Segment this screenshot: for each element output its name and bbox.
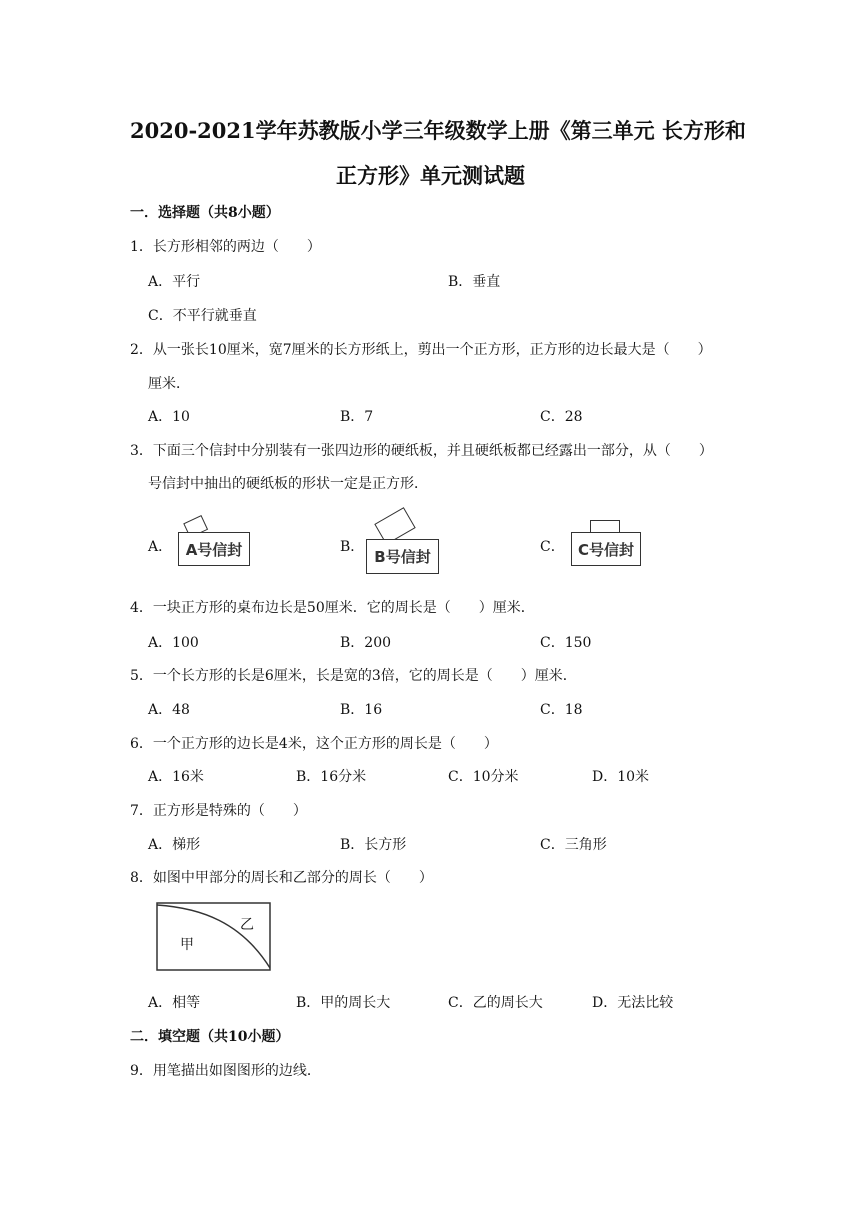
question-4-stem: 4．一块正方形的桌布边长是50厘米．它的周长是（ ）厘米． (130, 600, 535, 616)
page-title-line2: 正方形》单元测试题 (336, 163, 525, 188)
question-5-stem: 5．一个长方形的长是6厘米，长是宽的3倍，它的周长是（ ）厘米． (130, 668, 577, 684)
question-4-option-a: A．100 (148, 635, 199, 651)
section-heading-choice: 一．选择题（共8小题） (130, 205, 280, 221)
question-6-option-c: C．10分米 (448, 769, 519, 785)
envelope-a (178, 532, 250, 566)
envelope-c (571, 532, 641, 566)
envelope-b (366, 539, 439, 574)
question-7-option-b: B．长方形 (340, 837, 407, 853)
question-8-option-a: A．相等 (148, 995, 201, 1011)
page-title-line1: 2020-2021学年苏教版小学三年级数学上册《第三单元 长方形和 (130, 118, 746, 143)
envelope-a-label: A号信封 (185, 540, 243, 559)
question-5-option-a: A．48 (148, 702, 190, 718)
question-3-option-a: A． (148, 539, 173, 555)
question-3-stem-line1: 3．下面三个信封中分别装有一张四边形的硬纸板，并且硬纸板都已经露出一部分，从（ ） (130, 443, 713, 459)
question-7-option-a: A．梯形 (148, 837, 201, 853)
question-6-option-d: D．10米 (592, 769, 650, 785)
question-3-option-b: B． (340, 539, 365, 555)
question-1-stem: 1．长方形相邻的两边（ ） (130, 239, 321, 255)
question-3-option-c: C． (540, 539, 565, 555)
label-jia: 甲 (180, 937, 194, 953)
question-3-stem-line2: 号信封中抽出的硬纸板的形状一定是正方形． (148, 476, 428, 492)
question-5-option-c: C．18 (540, 702, 583, 718)
question-6-stem: 6．一个正方形的边长是4米，这个正方形的周长是（ ） (130, 736, 498, 752)
question-1-option-c: C．不平行就垂直 (148, 308, 257, 324)
question-6-option-b: B．16分米 (296, 769, 367, 785)
question-1-option-a: A．平行 (148, 274, 201, 290)
question-7-option-c: C．三角形 (540, 837, 607, 853)
question-2-option-c: C．28 (540, 409, 583, 425)
question-2-option-a: A．10 (148, 409, 190, 425)
jia-yi-figure (156, 902, 272, 972)
label-yi: 乙 (240, 917, 254, 933)
section-heading-fill: 二．填空题（共10小题） (130, 1029, 290, 1045)
question-8-option-d: D．无法比较 (592, 995, 674, 1011)
question-7-stem: 7．正方形是特殊的（ ） (130, 803, 307, 819)
question-2-stem-line1: 2．从一张长10厘米，宽7厘米的长方形纸上，剪出一个正方形，正方形的边长最大是（ ） (130, 342, 712, 358)
envelope-b-label: B号信封 (374, 548, 431, 566)
question-4-option-c: C．150 (540, 635, 592, 651)
question-2-option-b: B．7 (340, 409, 374, 425)
question-8-option-b: B．甲的周长大 (296, 995, 391, 1011)
question-9-stem: 9．用笔描出如图图形的边线． (130, 1063, 321, 1079)
jia-yi-figure-outline (156, 902, 272, 972)
envelope-c-label: C号信封 (577, 540, 634, 559)
question-8-stem: 8．如图中甲部分的周长和乙部分的周长（ ） (130, 870, 433, 886)
question-6-option-a: A．16米 (148, 769, 204, 785)
question-2-stem-line2: 厘米． (148, 376, 190, 392)
question-4-option-b: B．200 (340, 635, 392, 651)
question-5-option-b: B．16 (340, 702, 383, 718)
question-1-option-b: B．垂直 (448, 274, 501, 290)
question-8-option-c: C．乙的周长大 (448, 995, 543, 1011)
